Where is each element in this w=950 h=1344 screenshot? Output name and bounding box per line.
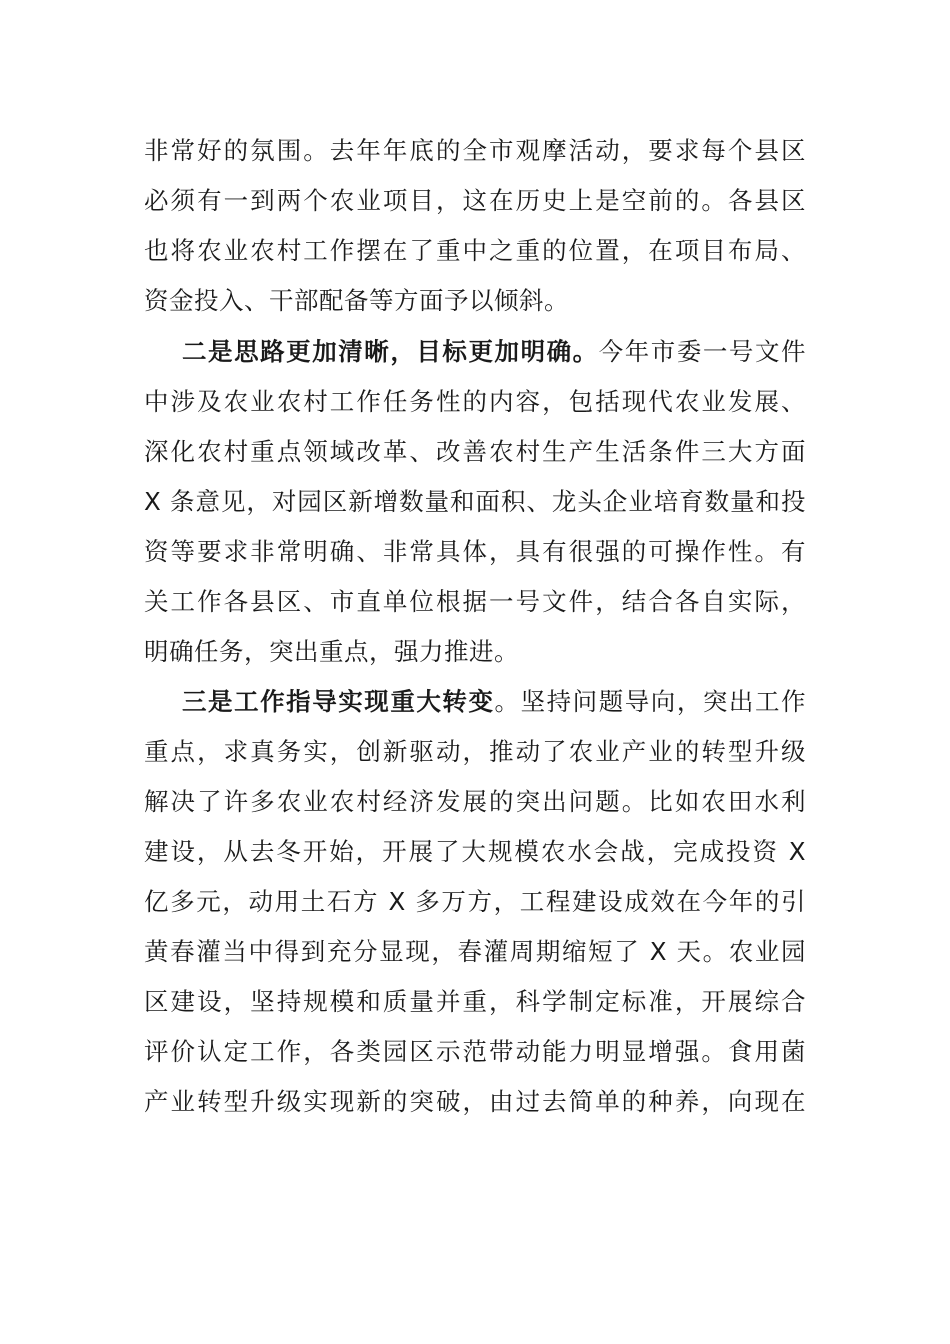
p2-line-6: 关工作各县区、市直单位根据一号文件，结合各自实际， xyxy=(144,587,806,616)
p2-line-4: X 条意见，对园区新增数量和面积、龙头企业培育数量和投 xyxy=(144,487,806,516)
p3-line-9: 产业转型升级实现新的突破，由过去简单的种养，向现在 xyxy=(144,1087,806,1116)
p3-line-5: 亿多元，动用土石方 X 多万方，工程建设成效在今年的引 xyxy=(144,887,806,916)
p2-line-2: 中涉及农业农村工作任务性的内容，包括现代农业发展、 xyxy=(144,387,806,416)
p1-line-1: 非常好的氛围。去年年底的全市观摩活动，要求每个县区 xyxy=(144,136,806,165)
p3-line-7: 区建设，坚持规模和质量并重，科学制定标准，开展综合 xyxy=(144,987,806,1016)
p3-line-8: 评价认定工作，各类园区示范带动能力明显增强。食用菌 xyxy=(144,1037,806,1066)
p2-heading: 二是思路更加清晰，目标更加明确。 xyxy=(182,337,599,366)
p2-line-3: 深化农村重点领域改革、改善农村生产生活条件三大方面 xyxy=(144,437,806,466)
p3-first-line-rest: 。坚持问题导向，突出工作 xyxy=(494,687,807,716)
p3-heading: 三是工作指导实现重大转变 xyxy=(182,687,495,716)
p1-line-2: 必须有一到两个农业项目，这在历史上是空前的。各县区 xyxy=(144,186,806,215)
p3-first-line xyxy=(182,677,806,727)
p3-line-3: 解决了许多农业农村经济发展的突出问题。比如农田水利 xyxy=(144,787,806,816)
p3-line-4: 建设，从去冬开始，开展了大规模农水会战，完成投资 X xyxy=(144,837,806,866)
p1-line-3: 也将农业农村工作摆在了重中之重的位置，在项目布局、 xyxy=(144,236,806,265)
p3-line-6: 黄春灌当中得到充分显现，春灌周期缩短了 X 天。农业园 xyxy=(144,937,806,966)
p2-first-line xyxy=(182,327,806,377)
p2-line-7: 明确任务，突出重点，强力推进。 xyxy=(144,637,519,666)
p1-line-4: 资金投入、干部配备等方面予以倾斜。 xyxy=(144,286,569,315)
p2-first-line-rest: 今年市委一号文件 xyxy=(598,337,807,366)
p2-line-5: 资等要求非常明确、非常具体，具有很强的可操作性。有 xyxy=(144,537,806,566)
p3-line-2: 重点，求真务实，创新驱动，推动了农业产业的转型升级 xyxy=(144,737,806,766)
